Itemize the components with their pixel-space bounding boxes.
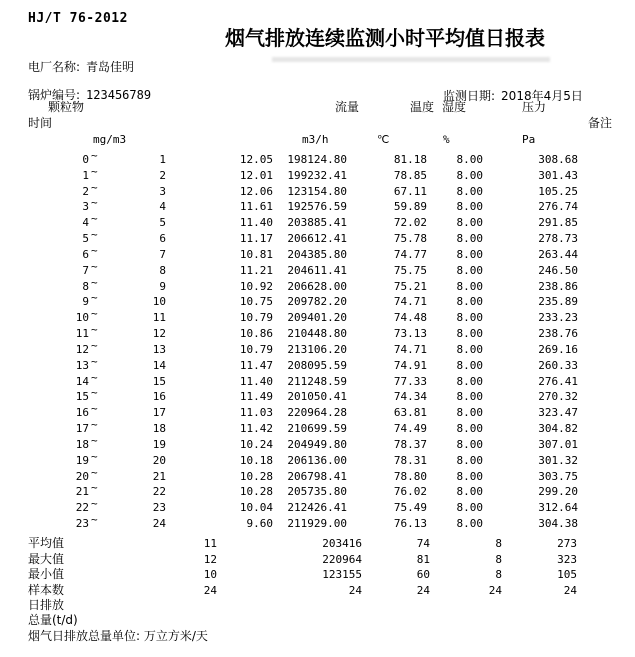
hour-from: 0 [82, 153, 89, 166]
humidity-value: 8.00 [456, 390, 483, 403]
pm-value: 11.17 [239, 232, 273, 245]
tilde-separator: ~ [91, 212, 98, 225]
hour-from: 20 [75, 470, 89, 483]
pressure-value: 301.32 [538, 454, 578, 467]
summary-temp-value: 74 [416, 537, 430, 550]
hour-to: 12 [152, 327, 166, 340]
humidity-value: 8.00 [456, 295, 483, 308]
pressure-value: 323.47 [538, 406, 578, 419]
tilde-separator: ~ [91, 402, 98, 415]
pressure-value: 263.44 [538, 248, 578, 261]
summary-flow-value: 123155 [322, 568, 362, 581]
temp-value: 78.37 [393, 438, 427, 451]
tilde-separator: ~ [91, 450, 98, 463]
hour-to: 19 [152, 438, 166, 451]
pressure-value: 269.16 [538, 343, 578, 356]
temp-value: 78.80 [393, 470, 427, 483]
hour-to: 16 [152, 390, 166, 403]
pressure-value: 276.74 [538, 200, 578, 213]
tilde-separator: ~ [91, 434, 98, 447]
hour-from: 4 [82, 216, 89, 229]
temp-value: 59.89 [393, 200, 427, 213]
hour-from: 7 [82, 264, 89, 277]
hour-to: 22 [152, 485, 166, 498]
flow-value: 210699.59 [287, 422, 347, 435]
hour-from: 8 [82, 280, 89, 293]
flow-value: 209401.20 [287, 311, 347, 324]
temp-value: 74.71 [393, 343, 427, 356]
hour-to: 9 [159, 280, 166, 293]
humidity-value: 8.00 [456, 264, 483, 277]
pm-value: 10.79 [239, 311, 273, 324]
summary-row [0, 553, 635, 569]
title-shadow-artifact [272, 57, 550, 62]
pm-value: 10.81 [239, 248, 273, 261]
hour-from: 11 [75, 327, 89, 340]
temp-value: 73.13 [393, 327, 427, 340]
summary-pm-value: 11 [203, 537, 217, 550]
pm-value: 12.01 [239, 169, 273, 182]
standard-code: HJ/T 76-2012 [28, 11, 128, 26]
tilde-separator: ~ [91, 371, 98, 384]
temp-value: 77.33 [393, 375, 427, 388]
pm-value: 10.79 [239, 343, 273, 356]
humidity-value: 8.00 [456, 517, 483, 530]
pressure-value: 270.32 [538, 390, 578, 403]
pressure-value: 312.64 [538, 501, 578, 514]
humidity-value: 8.00 [456, 375, 483, 388]
hour-to: 4 [159, 200, 166, 213]
hour-to: 24 [152, 517, 166, 530]
flow-value: 201050.41 [287, 390, 347, 403]
hour-from: 10 [75, 311, 89, 324]
summary-pressure-value: 105 [557, 568, 577, 581]
temp-value: 81.18 [393, 153, 427, 166]
hour-from: 9 [82, 295, 89, 308]
flow-value: 213106.20 [287, 343, 347, 356]
hour-from: 1 [82, 169, 89, 182]
tilde-separator: ~ [91, 228, 98, 241]
hour-to: 2 [159, 169, 166, 182]
pm-value: 12.06 [239, 185, 273, 198]
temp-value: 63.81 [393, 406, 427, 419]
summary-row [0, 537, 635, 553]
pm-value: 11.61 [239, 200, 273, 213]
hour-to: 7 [159, 248, 166, 261]
hour-to: 15 [152, 375, 166, 388]
summary-pressure-value: 24 [563, 584, 577, 597]
humidity-value: 8.00 [456, 200, 483, 213]
pressure-value: 278.73 [538, 232, 578, 245]
hour-to: 23 [152, 501, 166, 514]
tilde-separator: ~ [91, 497, 98, 510]
summary-row [0, 568, 635, 584]
monitor-date-value: 2018年4月5日 [501, 89, 583, 103]
flue-gas-total-unit-note: 烟气日排放总量单位: 万立方米/天 [28, 629, 208, 643]
hour-to: 18 [152, 422, 166, 435]
pressure-value: 233.23 [538, 311, 578, 324]
hour-to: 20 [152, 454, 166, 467]
hour-from: 18 [75, 438, 89, 451]
humidity-value: 8.00 [456, 454, 483, 467]
hour-to: 13 [152, 343, 166, 356]
pm-value: 11.03 [239, 406, 273, 419]
hour-from: 17 [75, 422, 89, 435]
pm-value: 10.75 [239, 295, 273, 308]
column-header-time: 时间 [28, 116, 53, 130]
humidity-value: 8.00 [456, 185, 483, 198]
pm-value: 10.92 [239, 280, 273, 293]
hour-from: 6 [82, 248, 89, 261]
plant-name-field [28, 56, 134, 75]
unit-temp: ℃ [377, 133, 390, 146]
temp-value: 78.85 [393, 169, 427, 182]
plant-name-label: 电厂名称: [28, 60, 81, 74]
humidity-value: 8.00 [456, 359, 483, 372]
humidity-value: 8.00 [456, 406, 483, 419]
tilde-separator: ~ [91, 181, 98, 194]
summary-temp-value: 81 [416, 553, 430, 566]
hour-to: 1 [159, 153, 166, 166]
tilde-separator: ~ [91, 196, 98, 209]
pm-value: 10.86 [239, 327, 273, 340]
temp-value: 75.21 [393, 280, 427, 293]
humidity-value: 8.00 [456, 343, 483, 356]
flow-value: 204385.80 [287, 248, 347, 261]
humidity-value: 8.00 [456, 216, 483, 229]
summary-flow-value: 220964 [322, 553, 362, 566]
pm-value: 11.40 [239, 375, 273, 388]
pressure-value: 307.01 [538, 438, 578, 451]
hour-to: 21 [152, 470, 166, 483]
column-header-temp: 温度 [410, 100, 435, 114]
hour-to: 11 [152, 311, 166, 324]
temp-value: 76.13 [393, 517, 427, 530]
hour-from: 13 [75, 359, 89, 372]
tilde-separator: ~ [91, 260, 98, 273]
hour-from: 5 [82, 232, 89, 245]
summary-row [0, 584, 635, 600]
summary-humidity-value: 8 [495, 553, 502, 566]
flow-value: 205735.80 [287, 485, 347, 498]
boiler-number-field [28, 84, 151, 103]
flow-value: 203885.41 [287, 216, 347, 229]
boiler-number-label: 锅炉编号: [28, 88, 81, 102]
temp-value: 78.31 [393, 454, 427, 467]
tilde-separator: ~ [91, 276, 98, 289]
tilde-separator: ~ [91, 165, 98, 178]
column-header-pressure: 压力 [522, 100, 547, 114]
summary-pm-value: 10 [203, 568, 217, 581]
humidity-value: 8.00 [456, 327, 483, 340]
flow-value: 212426.41 [287, 501, 347, 514]
summary-temp-value: 60 [416, 568, 430, 581]
monitor-date-label: 监测日期: [443, 89, 496, 103]
tilde-separator: ~ [91, 386, 98, 399]
summary-label: 样本数 [28, 583, 65, 597]
temp-value: 75.75 [393, 264, 427, 277]
pm-value: 11.47 [239, 359, 273, 372]
summary-humidity-value: 8 [495, 537, 502, 550]
hour-to: 10 [152, 295, 166, 308]
temp-value: 72.02 [393, 216, 427, 229]
hour-to: 17 [152, 406, 166, 419]
pressure-value: 299.20 [538, 485, 578, 498]
hour-from: 21 [75, 485, 89, 498]
summary-flow-value: 203416 [322, 537, 362, 550]
pressure-value: 304.38 [538, 517, 578, 530]
hour-from: 3 [82, 200, 89, 213]
tilde-separator: ~ [91, 466, 98, 479]
unit-pressure: Pa [522, 133, 536, 146]
flow-value: 208095.59 [287, 359, 347, 372]
pressure-value: 301.43 [538, 169, 578, 182]
pm-value: 12.05 [239, 153, 273, 166]
pm-value: 9.60 [246, 517, 273, 530]
hour-from: 23 [75, 517, 89, 530]
hour-from: 16 [75, 406, 89, 419]
pm-value: 10.28 [239, 470, 273, 483]
temp-value: 74.49 [393, 422, 427, 435]
flow-value: 204949.80 [287, 438, 347, 451]
pm-value: 11.49 [239, 390, 273, 403]
humidity-value: 8.00 [456, 470, 483, 483]
pressure-value: 246.50 [538, 264, 578, 277]
humidity-value: 8.00 [456, 485, 483, 498]
humidity-value: 8.00 [456, 311, 483, 324]
tilde-separator: ~ [91, 355, 98, 368]
flow-value: 192576.59 [287, 200, 347, 213]
temp-value: 75.78 [393, 232, 427, 245]
summary-label: 最小值 [28, 567, 65, 581]
pm-value: 11.21 [239, 264, 273, 277]
flow-value: 209782.20 [287, 295, 347, 308]
summary-pm-value: 12 [203, 553, 217, 566]
temp-value: 74.48 [393, 311, 427, 324]
flow-value: 211248.59 [287, 375, 347, 388]
unit-flow: m3/h [302, 133, 329, 146]
flow-value: 123154.80 [287, 185, 347, 198]
unit-pm: mg/m3 [93, 133, 127, 146]
pressure-value: 238.86 [538, 280, 578, 293]
flow-value: 211929.00 [287, 517, 347, 530]
flow-value: 220964.28 [287, 406, 347, 419]
flow-value: 206798.41 [287, 470, 347, 483]
summary-pressure-value: 273 [557, 537, 577, 550]
temp-value: 76.02 [393, 485, 427, 498]
humidity-value: 8.00 [456, 169, 483, 182]
hour-from: 2 [82, 185, 89, 198]
pm-value: 10.04 [239, 501, 273, 514]
pressure-value: 238.76 [538, 327, 578, 340]
pressure-value: 291.85 [538, 216, 578, 229]
pressure-value: 105.25 [538, 185, 578, 198]
column-header-pm: 颗粒物 [48, 100, 85, 114]
pm-value: 11.40 [239, 216, 273, 229]
pm-value: 10.24 [239, 438, 273, 451]
pressure-value: 276.41 [538, 375, 578, 388]
summary-label: 平均值 [28, 536, 65, 550]
humidity-value: 8.00 [456, 438, 483, 451]
hour-to: 3 [159, 185, 166, 198]
summary-label: 最大值 [28, 552, 65, 566]
flow-value: 206628.00 [287, 280, 347, 293]
pressure-value: 304.82 [538, 422, 578, 435]
column-header-humidity: 湿度 [442, 100, 467, 114]
summary-humidity-value: 24 [488, 584, 502, 597]
flow-value: 204611.41 [287, 264, 347, 277]
flow-value: 206612.41 [287, 232, 347, 245]
tilde-separator: ~ [91, 244, 98, 257]
summary-flow-value: 24 [348, 584, 362, 597]
plant-name-value: 青岛佳明 [86, 60, 135, 74]
hour-from: 14 [75, 375, 89, 388]
flow-value: 206136.00 [287, 454, 347, 467]
tilde-separator: ~ [91, 481, 98, 494]
pm-value: 10.28 [239, 485, 273, 498]
unit-humidity: % [443, 133, 450, 146]
temp-value: 74.77 [393, 248, 427, 261]
humidity-value: 8.00 [456, 422, 483, 435]
humidity-value: 8.00 [456, 232, 483, 245]
hour-to: 5 [159, 216, 166, 229]
table-row [0, 513, 635, 533]
pm-value: 10.18 [239, 454, 273, 467]
temp-value: 74.34 [393, 390, 427, 403]
tilde-separator: ~ [91, 307, 98, 320]
humidity-value: 8.00 [456, 153, 483, 166]
tilde-separator: ~ [91, 339, 98, 352]
flow-value: 199232.41 [287, 169, 347, 182]
hour-from: 15 [75, 390, 89, 403]
temp-value: 75.49 [393, 501, 427, 514]
daily-emission-label-line1: 日排放 [28, 598, 65, 612]
temp-value: 67.11 [393, 185, 427, 198]
pressure-value: 308.68 [538, 153, 578, 166]
column-header-flow: 流量 [335, 100, 360, 114]
humidity-value: 8.00 [456, 501, 483, 514]
tilde-separator: ~ [91, 291, 98, 304]
hour-to: 6 [159, 232, 166, 245]
hour-to: 14 [152, 359, 166, 372]
report-title: 烟气排放连续监测小时平均值日报表 [225, 26, 545, 50]
temp-value: 74.71 [393, 295, 427, 308]
hour-from: 12 [75, 343, 89, 356]
summary-humidity-value: 8 [495, 568, 502, 581]
pressure-value: 303.75 [538, 470, 578, 483]
humidity-value: 8.00 [456, 248, 483, 261]
pm-value: 11.42 [239, 422, 273, 435]
hour-from: 22 [75, 501, 89, 514]
temp-value: 74.91 [393, 359, 427, 372]
pressure-value: 235.89 [538, 295, 578, 308]
pressure-value: 260.33 [538, 359, 578, 372]
tilde-separator: ~ [91, 149, 98, 162]
column-header-remark: 备注 [588, 116, 613, 130]
summary-pm-value: 24 [203, 584, 217, 597]
hour-from: 19 [75, 454, 89, 467]
summary-pressure-value: 323 [557, 553, 577, 566]
summary-temp-value: 24 [416, 584, 430, 597]
tilde-separator: ~ [91, 513, 98, 526]
daily-emission-label-line2: 总量(t/d) [28, 613, 78, 627]
boiler-number-value: 123456789 [86, 88, 152, 102]
hour-to: 8 [159, 264, 166, 277]
flow-value: 210448.80 [287, 327, 347, 340]
humidity-value: 8.00 [456, 280, 483, 293]
tilde-separator: ~ [91, 323, 98, 336]
tilde-separator: ~ [91, 418, 98, 431]
flow-value: 198124.80 [287, 153, 347, 166]
